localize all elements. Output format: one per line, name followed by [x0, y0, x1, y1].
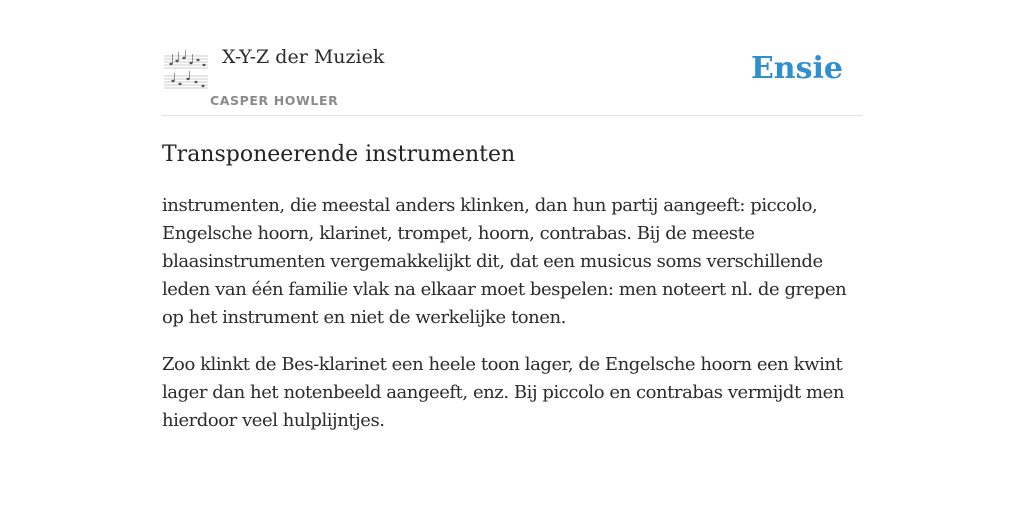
entry-header	[162, 40, 862, 116]
entry-body	[162, 192, 862, 435]
body-paragraph: Zoo klinkt de Bes-klarinet een heele toon lager, de Engelsche hoorn een kwint lager dan het notenbeeld aangeeft, enz. Bij piccolo en contrabas vermijdt men hierdoor veel hulplijntjes.	[162, 354, 845, 431]
author-name[interactable]: CASPER HOWLER	[210, 93, 339, 108]
sheet-music-thumbnail	[162, 46, 210, 90]
entry-title: Transponeerende instrumenten	[162, 142, 516, 167]
entry-card	[162, 40, 862, 454]
brand-logo[interactable]: Ensie	[750, 51, 843, 86]
book-title[interactable]: X-Y-Z der Muziek	[222, 46, 385, 68]
body-paragraph: instrumenten, die meestal anders klinken, dan hun partij aangeeft: piccolo, Engelsche hoorn, klarinet, trompet, hoorn, contrabas. Bij de meeste blaasinstrumenten vergemakkelijkt dit, dat een musicus soms verschillende leden van één familie vlak na elkaar moet bespelen: men noteert nl. de grepen op het instrument en niet de werkelijke tonen.	[162, 195, 847, 328]
